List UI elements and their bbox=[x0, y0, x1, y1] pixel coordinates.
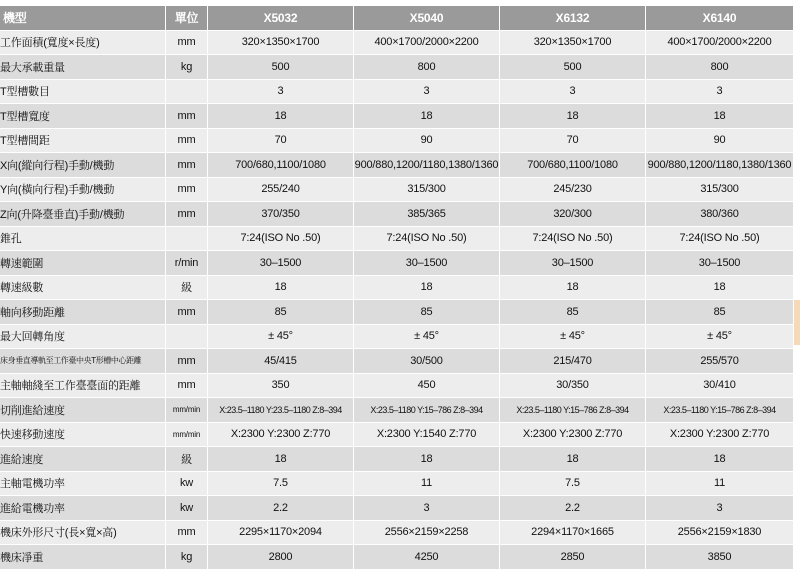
value-cell: 30/500 bbox=[354, 349, 500, 374]
value-cell: 500 bbox=[208, 55, 354, 80]
value-cell: ± 45° bbox=[354, 325, 500, 350]
row-unit: kg bbox=[166, 545, 208, 570]
value-cell: 315/300 bbox=[646, 178, 794, 203]
table-body bbox=[0, 31, 794, 570]
value-cell: 90 bbox=[354, 129, 500, 154]
value-cell: 900/880,1200/1180,1380/1360 bbox=[354, 153, 500, 178]
value-cell: 7:24(ISO No .50) bbox=[208, 227, 354, 252]
table-row bbox=[0, 80, 794, 105]
value-cell: 18 bbox=[646, 104, 794, 129]
value-cell: 7:24(ISO No .50) bbox=[646, 227, 794, 252]
table-row bbox=[0, 153, 794, 178]
table-row bbox=[0, 521, 794, 546]
value-cell: X:2300 Y:2300 Z:770 bbox=[500, 423, 646, 448]
row-label: 機床外形尺寸(長×寬×高) bbox=[0, 521, 166, 546]
value-cell: 18 bbox=[646, 276, 794, 301]
row-label: 工作面積(寬度×長度) bbox=[0, 31, 166, 56]
value-cell: X:2300 Y:2300 Z:770 bbox=[208, 423, 354, 448]
table-row bbox=[0, 423, 794, 448]
row-unit: r/min bbox=[166, 251, 208, 276]
table-row bbox=[0, 325, 794, 350]
value-cell: 3 bbox=[500, 80, 646, 105]
value-cell: X:2300 Y:2300 Z:770 bbox=[646, 423, 794, 448]
value-cell: 385/365 bbox=[354, 202, 500, 227]
value-cell: 18 bbox=[354, 447, 500, 472]
row-label: Y向(橫向行程)手動/機動 bbox=[0, 178, 166, 203]
row-label: 機床凈重 bbox=[0, 545, 166, 570]
value-cell: X:23.5–1180 Y:15–786 Z:8–394 bbox=[354, 398, 500, 423]
value-cell: 18 bbox=[500, 447, 646, 472]
row-unit: mm bbox=[166, 129, 208, 154]
row-unit: kw bbox=[166, 472, 208, 497]
value-cell: 400×1700/2000×2200 bbox=[646, 31, 794, 56]
table-row bbox=[0, 202, 794, 227]
value-cell: 2850 bbox=[500, 545, 646, 570]
row-label: T型槽間距 bbox=[0, 129, 166, 154]
row-unit bbox=[166, 80, 208, 105]
value-cell: X:23.5–1180 Y:15–786 Z:8–394 bbox=[646, 398, 794, 423]
row-label: 主軸電機功率 bbox=[0, 472, 166, 497]
row-label: 主軸軸綫至工作臺臺面的距離 bbox=[0, 374, 166, 399]
row-unit: mm/min bbox=[166, 423, 208, 448]
row-label: 最大回轉角度 bbox=[0, 325, 166, 350]
value-cell: 18 bbox=[354, 276, 500, 301]
value-cell: 215/470 bbox=[500, 349, 646, 374]
row-unit: 級 bbox=[166, 447, 208, 472]
row-unit: mm bbox=[166, 349, 208, 374]
value-cell: 30–1500 bbox=[354, 251, 500, 276]
value-cell: 255/570 bbox=[646, 349, 794, 374]
table-row bbox=[0, 276, 794, 301]
row-unit: mm bbox=[166, 300, 208, 325]
row-label: 快速移動速度 bbox=[0, 423, 166, 448]
row-unit: mm bbox=[166, 374, 208, 399]
row-label: 轉速範圍 bbox=[0, 251, 166, 276]
value-cell: 85 bbox=[208, 300, 354, 325]
value-cell: 45/415 bbox=[208, 349, 354, 374]
table-row bbox=[0, 55, 794, 80]
value-cell: 18 bbox=[354, 104, 500, 129]
value-cell: 3 bbox=[208, 80, 354, 105]
row-unit: mm bbox=[166, 153, 208, 178]
header-param: 機型 bbox=[0, 6, 166, 31]
value-cell: 2556×2159×1830 bbox=[646, 521, 794, 546]
table-row bbox=[0, 129, 794, 154]
value-cell: 700/680,1100/1080 bbox=[208, 153, 354, 178]
value-cell: 30–1500 bbox=[208, 251, 354, 276]
value-cell: 30–1500 bbox=[646, 251, 794, 276]
spec-table bbox=[0, 6, 794, 570]
value-cell: 7:24(ISO No .50) bbox=[354, 227, 500, 252]
value-cell: 11 bbox=[646, 472, 794, 497]
value-cell: 2556×2159×2258 bbox=[354, 521, 500, 546]
row-label: T型槽寬度 bbox=[0, 104, 166, 129]
value-cell: 320×1350×1700 bbox=[500, 31, 646, 56]
value-cell: 2.2 bbox=[500, 496, 646, 521]
value-cell: 3850 bbox=[646, 545, 794, 570]
value-cell: 255/240 bbox=[208, 178, 354, 203]
table-row bbox=[0, 31, 794, 56]
row-unit: mm bbox=[166, 104, 208, 129]
value-cell: 7.5 bbox=[208, 472, 354, 497]
row-unit: mm/min bbox=[166, 398, 208, 423]
value-cell: 900/880,1200/1180,1380/1360 bbox=[646, 153, 794, 178]
row-unit: mm bbox=[166, 202, 208, 227]
value-cell: 4250 bbox=[354, 545, 500, 570]
table-row bbox=[0, 496, 794, 521]
table-row bbox=[0, 178, 794, 203]
value-cell: 2294×1170×1665 bbox=[500, 521, 646, 546]
value-cell: X:23.5–1180 Y:23.5–1180 Z:8–394 bbox=[208, 398, 354, 423]
value-cell: 3 bbox=[646, 80, 794, 105]
row-label: 轉速級數 bbox=[0, 276, 166, 301]
table-row bbox=[0, 300, 794, 325]
table-header bbox=[0, 6, 794, 31]
value-cell: 3 bbox=[646, 496, 794, 521]
row-label: T型槽數目 bbox=[0, 80, 166, 105]
value-cell: 18 bbox=[646, 447, 794, 472]
value-cell: X:23.5–1180 Y:15–786 Z:8–394 bbox=[500, 398, 646, 423]
value-cell: 320/300 bbox=[500, 202, 646, 227]
value-cell: 30/410 bbox=[646, 374, 794, 399]
value-cell: 3 bbox=[354, 496, 500, 521]
table-row bbox=[0, 227, 794, 252]
header-model-4: X6140 bbox=[646, 6, 794, 31]
row-label: Z向(升降臺垂直)手動/機動 bbox=[0, 202, 166, 227]
row-unit: kw bbox=[166, 496, 208, 521]
header-row bbox=[0, 6, 794, 31]
value-cell: 11 bbox=[354, 472, 500, 497]
value-cell: 350 bbox=[208, 374, 354, 399]
value-cell: 18 bbox=[208, 104, 354, 129]
value-cell: ± 45° bbox=[646, 325, 794, 350]
row-unit: mm bbox=[166, 31, 208, 56]
value-cell: 400×1700/2000×2200 bbox=[354, 31, 500, 56]
table-row bbox=[0, 374, 794, 399]
row-label: 切削進給速度 bbox=[0, 398, 166, 423]
value-cell: 2800 bbox=[208, 545, 354, 570]
header-model-3: X6132 bbox=[500, 6, 646, 31]
header-unit: 單位 bbox=[166, 6, 208, 31]
table-row bbox=[0, 398, 794, 423]
row-label: 最大承載重量 bbox=[0, 55, 166, 80]
row-unit: mm bbox=[166, 521, 208, 546]
value-cell: 700/680,1100/1080 bbox=[500, 153, 646, 178]
row-label: 錐孔 bbox=[0, 227, 166, 252]
row-label: 床身垂直導軌至工作臺中央T形槽中心距離 bbox=[0, 349, 166, 374]
value-cell: 18 bbox=[208, 447, 354, 472]
value-cell: 90 bbox=[646, 129, 794, 154]
value-cell: 3 bbox=[354, 80, 500, 105]
table-row bbox=[0, 447, 794, 472]
value-cell: ± 45° bbox=[208, 325, 354, 350]
value-cell: 7:24(ISO No .50) bbox=[500, 227, 646, 252]
value-cell: 2.2 bbox=[208, 496, 354, 521]
value-cell: 450 bbox=[354, 374, 500, 399]
value-cell: 370/350 bbox=[208, 202, 354, 227]
value-cell: 70 bbox=[208, 129, 354, 154]
value-cell: 315/300 bbox=[354, 178, 500, 203]
edge-accent bbox=[794, 300, 800, 345]
value-cell: ± 45° bbox=[500, 325, 646, 350]
row-unit: mm bbox=[166, 178, 208, 203]
value-cell: 2295×1170×2094 bbox=[208, 521, 354, 546]
value-cell: 18 bbox=[208, 276, 354, 301]
value-cell: 380/360 bbox=[646, 202, 794, 227]
table-row bbox=[0, 104, 794, 129]
value-cell: 800 bbox=[354, 55, 500, 80]
row-unit: 級 bbox=[166, 276, 208, 301]
value-cell: 30/350 bbox=[500, 374, 646, 399]
row-label: X向(縱向行程)手動/機動 bbox=[0, 153, 166, 178]
value-cell: 800 bbox=[646, 55, 794, 80]
row-label: 進給速度 bbox=[0, 447, 166, 472]
value-cell: 320×1350×1700 bbox=[208, 31, 354, 56]
value-cell: 245/230 bbox=[500, 178, 646, 203]
table-row bbox=[0, 349, 794, 374]
row-unit: kg bbox=[166, 55, 208, 80]
value-cell: 85 bbox=[646, 300, 794, 325]
row-unit bbox=[166, 325, 208, 350]
value-cell: 18 bbox=[500, 104, 646, 129]
value-cell: 85 bbox=[354, 300, 500, 325]
row-label: 進給電機功率 bbox=[0, 496, 166, 521]
row-unit bbox=[166, 227, 208, 252]
row-label: 軸向移動距離 bbox=[0, 300, 166, 325]
header-model-2: X5040 bbox=[354, 6, 500, 31]
value-cell: 18 bbox=[500, 276, 646, 301]
value-cell: 500 bbox=[500, 55, 646, 80]
table-row bbox=[0, 251, 794, 276]
header-model-1: X5032 bbox=[208, 6, 354, 31]
table-row bbox=[0, 472, 794, 497]
value-cell: 70 bbox=[500, 129, 646, 154]
value-cell: 85 bbox=[500, 300, 646, 325]
value-cell: X:2300 Y:1540 Z:770 bbox=[354, 423, 500, 448]
value-cell: 30–1500 bbox=[500, 251, 646, 276]
value-cell: 7.5 bbox=[500, 472, 646, 497]
